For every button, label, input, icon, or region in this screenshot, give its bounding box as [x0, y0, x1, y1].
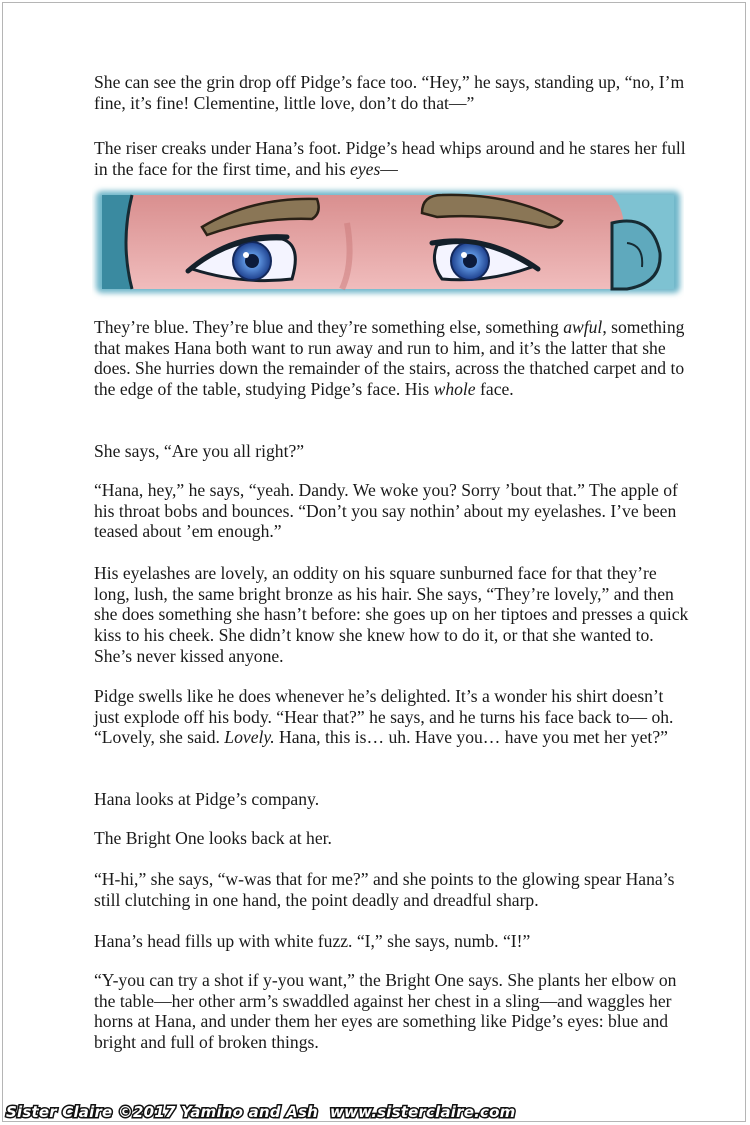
paragraph-9-text: The Bright One looks back at her.	[94, 828, 332, 848]
copyright-text: Sister Claire ©2017 Yamino and Ash	[6, 1103, 318, 1121]
face-skin	[127, 195, 625, 289]
paragraph-5	[94, 480, 690, 542]
paragraph-6-text: His eyelashes are lovely, an oddity on his square sunburned face for that they’re long, lush, the same bright bronze as his hair. She says, “They’re lovely,” and then she does something she hasn’t before: she goes up on her tiptoes and presses a quick kiss to his cheek. She didn’t know she knew how to do it, or that she wanted to. She’s never kissed anyone.	[94, 563, 689, 666]
paragraph-11	[94, 931, 690, 952]
paragraph-2-emphasis: eyes	[350, 158, 381, 179]
paragraph-3	[94, 317, 690, 400]
paragraph-12-text: “Y-you can try a shot if y-you want,” the Bright One says. She plants her elbow on the table—her other arm’s swaddled against her chest in a sling—and waggles her horns at Hana, and under them her eyes are something like Pidge’s eyes: blue and bright and full of broken things.	[94, 970, 677, 1053]
paragraph-7-emphasis: Lovely.	[224, 727, 275, 748]
site-url[interactable]: www.sisterclaire.com	[329, 1103, 516, 1121]
paragraph-2-dash: —	[380, 158, 398, 179]
paragraph-1	[94, 72, 690, 113]
paragraph-2-text: The riser creaks under Hana’s foot. Pidge’s head whips around and he stares her full in the face for the first time, and his	[94, 138, 686, 179]
paragraph-4-text: She says, “Are you all right?”	[94, 441, 305, 461]
paragraph-11-text: Hana’s head fills up with white fuzz. “I,” she says, numb. “I!”	[94, 931, 531, 951]
footer-credit	[6, 1103, 527, 1121]
paragraph-3-emphasis-a: awful	[563, 317, 603, 337]
paragraph-4	[94, 441, 690, 462]
paragraph-12	[94, 970, 690, 1053]
paragraph-8	[94, 789, 690, 810]
paragraph-3-text-a: They’re blue. They’re blue and they’re something else, something	[94, 317, 559, 337]
paragraph-9	[94, 828, 690, 849]
eyes-illustration	[92, 183, 684, 301]
paragraph-1-text: She can see the grin drop off Pidge’s face too. “Hey,” he says, standing up, “no, I’m fine, it’s fine! Clementine, little love, don’t do that—”	[94, 72, 685, 113]
paragraph-10	[94, 869, 690, 910]
paragraph-8-text: Hana looks at Pidge’s company.	[94, 789, 320, 809]
paragraph-7-text-b: Hana, this is… uh. Have you… have you met her yet?”	[274, 727, 668, 748]
paragraph-6	[94, 563, 690, 667]
paragraph-2	[94, 138, 690, 179]
paragraph-7-text-a: Pidge swells like he does whenever he’s delighted. It’s a wonder his shirt doesn’t just explode off his body. “Hear that?” he says, and he turns his face back to— oh. “Lovely, she said.	[94, 686, 674, 748]
paragraph-7	[94, 686, 690, 748]
paragraph-10-text: “H-hi,” she says, “w-was that for me?” and she points to the glowing spear Hana’s still clutching in one hand, the point deadly and dreadful sharp.	[94, 869, 675, 910]
paragraph-3-text-b: , something that makes Hana both want to run away and run to him, and it’s the latter that she does. She hurries down the remainder of the stairs, across the thatched carpet and to the edge of the table, studying Pidge’s face. His	[94, 317, 685, 400]
paragraph-3-text-c: face.	[475, 379, 514, 400]
paragraph-3-emphasis-b: whole	[433, 379, 476, 400]
paragraph-5-text: “Hana, hey,” he says, “yeah. Dandy. We woke you? Sorry ’bout that.” The apple of his throat bobs and bounces. “Don’t you say nothin’ about my eyelashes. I’ve been teased about ’em enough.”	[94, 480, 678, 542]
